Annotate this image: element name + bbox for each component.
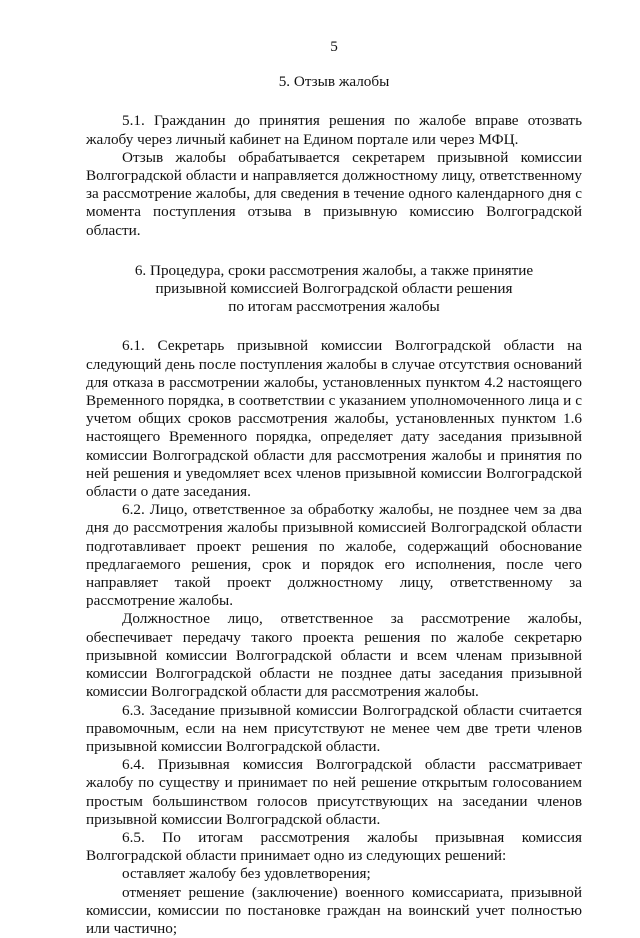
paragraph-6-2-official: Должностное лицо, ответственное за рассмотрение жалобы, обеспечивает передачу такого проекта решения по жалобе секретарю призывной комиссии Волгоградской области и всем членам призывной комиссии Волгоградской области не позднее даты заседания призывной комиссии Волгоградской области для рассмотрения жалобы.	[86, 610, 582, 701]
paragraph-6-5-option-2: отменяет решение (заключение) военного комиссариата, призывной комиссии, комиссии по постановке граждан на воинский учет полностью или частично;	[86, 883, 582, 937]
paragraph-5-withdrawal: Отзыв жалобы обрабатывается секретарем призывной комиссии Волгоградской области и направляется должностному лицу, ответственному за рассмотрение жалобы, для сведения в течение одного календарного дня с момента поступления отзыва в призывную комиссию Волгоградской области.	[86, 148, 582, 239]
section-6-heading-line-3: по итогам рассмотрения жалобы	[228, 298, 440, 316]
paragraph-6-2: 6.2. Лицо, ответственное за обработку жалобы, не позднее чем за два дня до рассмотрения жалобы призывной комиссией Волгоградской области подготавливает проект решения по жалобе, содержащий обоснование предлагаемого решения, срок и порядок его исполнения, после чего направляет такой проект должностному лицу, ответственному за рассмотрение жалобы.	[86, 501, 582, 610]
paragraph-6-1: 6.1. Секретарь призывной комиссии Волгоградской области на следующий день после поступления жалобы в случае отсутствия оснований для отказа в рассмотрении жалобы, установленных пунктом 4.2 настоящего Временного порядка, в соответствии с указанием уполномоченного лица и с учетом общих сроков рассмотрения жалобы, установленных пунктом 1.6 настоящего Временного порядка, определяет дату заседания призывной комиссии Волгоградской области для рассмотрения жалобы и принятия по ней решения и уведомляет всех членов призывной комиссии Волгоградской области о дате заседания.	[86, 337, 582, 501]
section-6-heading	[86, 262, 582, 317]
paragraph-5-1: 5.1. Гражданин до принятия решения по жалобе вправе отозвать жалобу через личный кабинет на Едином портале или через МФЦ.	[86, 112, 582, 148]
section-5-heading: 5. Отзыв жалобы	[278, 73, 390, 91]
paragraph-6-4: 6.4. Призывная комиссия Волгоградской области рассматривает жалобу по существу и принимает по ней решение открытым голосованием простым большинством голосов присутствующих на заседании членов призывной комиссии Волгоградской области.	[86, 756, 582, 828]
section-6-heading-line-2: призывной комиссией Волгоградской области решения	[155, 280, 513, 298]
paragraph-6-3: 6.3. Заседание призывной комиссии Волгоградской области считается правомочным, если на нем присутствуют не менее чем две трети членов призывной комиссии Волгоградской области.	[86, 701, 582, 755]
page-number: 5	[330, 38, 338, 55]
paragraph-6-5-option-1: оставляет жалобу без удовлетворения;	[122, 865, 371, 883]
section-6-heading-line-1: 6. Процедура, сроки рассмотрения жалобы, а также принятие	[134, 261, 534, 279]
paragraph-6-5: 6.5. По итогам рассмотрения жалобы призывная комиссия Волгоградской области принимает одно из следующих решений:	[86, 828, 582, 865]
document-page	[86, 38, 582, 938]
